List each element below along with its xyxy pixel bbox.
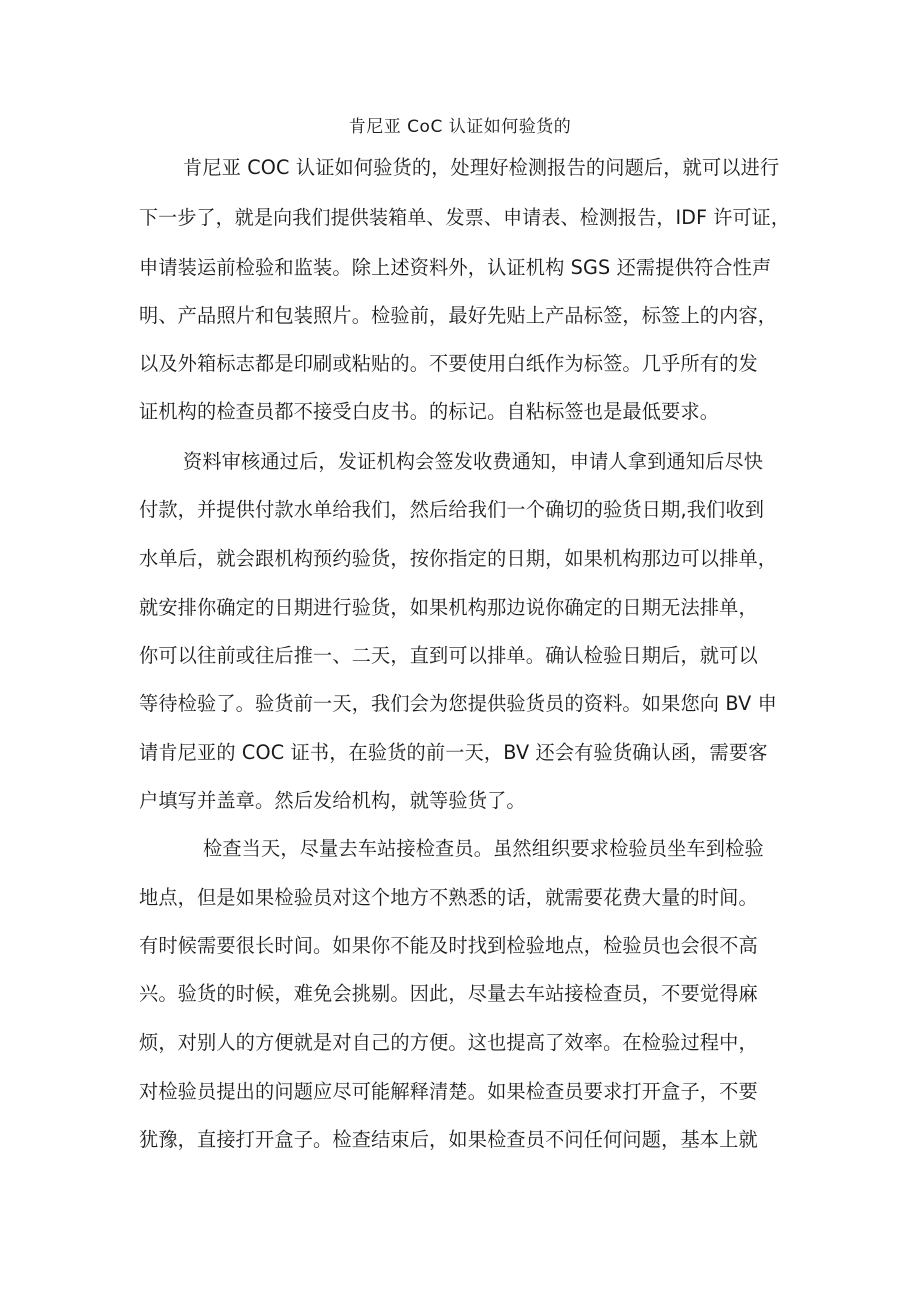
paragraph-line: 明、产品照片和包装照片。检验前，最好先贴上产品标签，标签上的内容， — [139, 304, 778, 327]
paragraph-line: 烦，对别人的方便就是对自己的方便。这也提高了效率。在检验过程中， — [139, 1031, 758, 1054]
paragraph-line: 肯尼亚 COC 认证如何验货的，处理好检测报告的问题后，就可以进行 — [183, 156, 780, 179]
paragraph-line: 付款，并提供付款水单给我们，然后给我们一个确切的验货日期,我们收到 — [139, 498, 765, 521]
document-title: 肯尼亚 CoC 认证如何验货的 — [348, 117, 572, 137]
paragraph-line: 水单后，就会跟机构预约验货，按你指定的日期，如果机构那边可以排单， — [139, 547, 778, 570]
paragraph-line: 请肯尼亚的 COC 证书，在验货的前一天，BV 还会有验货确认函，需要客 — [139, 741, 768, 764]
paragraph-line: 检查当天，尽量去车站接检查员。虽然组织要求检验员坐车到检验 — [203, 837, 764, 860]
paragraph-line: 就安排你确定的日期进行验货，如果机构那边说你确定的日期无法排单， — [139, 596, 758, 619]
paragraph-line: 等待检验了。验货前一天，我们会为您提供验货员的资料。如果您向 BV 申 — [139, 692, 777, 715]
paragraph-line: 对检验员提出的问题应尽可能解释清楚。如果检查员要求打开盒子，不要 — [139, 1080, 758, 1103]
paragraph-line: 地点，但是如果检验员对这个地方不熟悉的话，就需要花费大量的时间。 — [139, 886, 758, 909]
paragraph-line: 户填写并盖章。然后发给机构，就等验货了。 — [139, 789, 526, 812]
paragraph-line: 资料审核通过后，发证机构会签发收费通知，申请人拿到通知后尽快 — [183, 450, 764, 473]
paragraph-line: 兴。验货的时候，难免会挑剔。因此，尽量去车站接检查员，不要觉得麻 — [139, 982, 758, 1005]
paragraph-line: 犹豫，直接打开盒子。检查结束后，如果检查员不问任何问题，基本上就 — [139, 1128, 758, 1151]
paragraph-line: 有时候需要很长时间。如果你不能及时找到检验地点，检验员也会很不高 — [139, 934, 758, 957]
paragraph-line: 证机构的检查员都不接受白皮书。的标记。自粘标签也是最低要求。 — [139, 400, 720, 423]
paragraph-line: 下一步了，就是向我们提供装箱单、发票、申请表、检测报告，IDF 许可证， — [139, 206, 790, 229]
paragraph-line: 以及外箱标志都是印刷或粘贴的。不要使用白纸作为标签。几乎所有的发 — [139, 352, 758, 375]
paragraph-line: 申请装运前检验和监装。除上述资料外，认证机构 SGS 还需提供符合性声 — [139, 256, 772, 279]
paragraph-line: 你可以往前或往后推一、二天，直到可以排单。确认检验日期后，就可以 — [139, 644, 758, 667]
